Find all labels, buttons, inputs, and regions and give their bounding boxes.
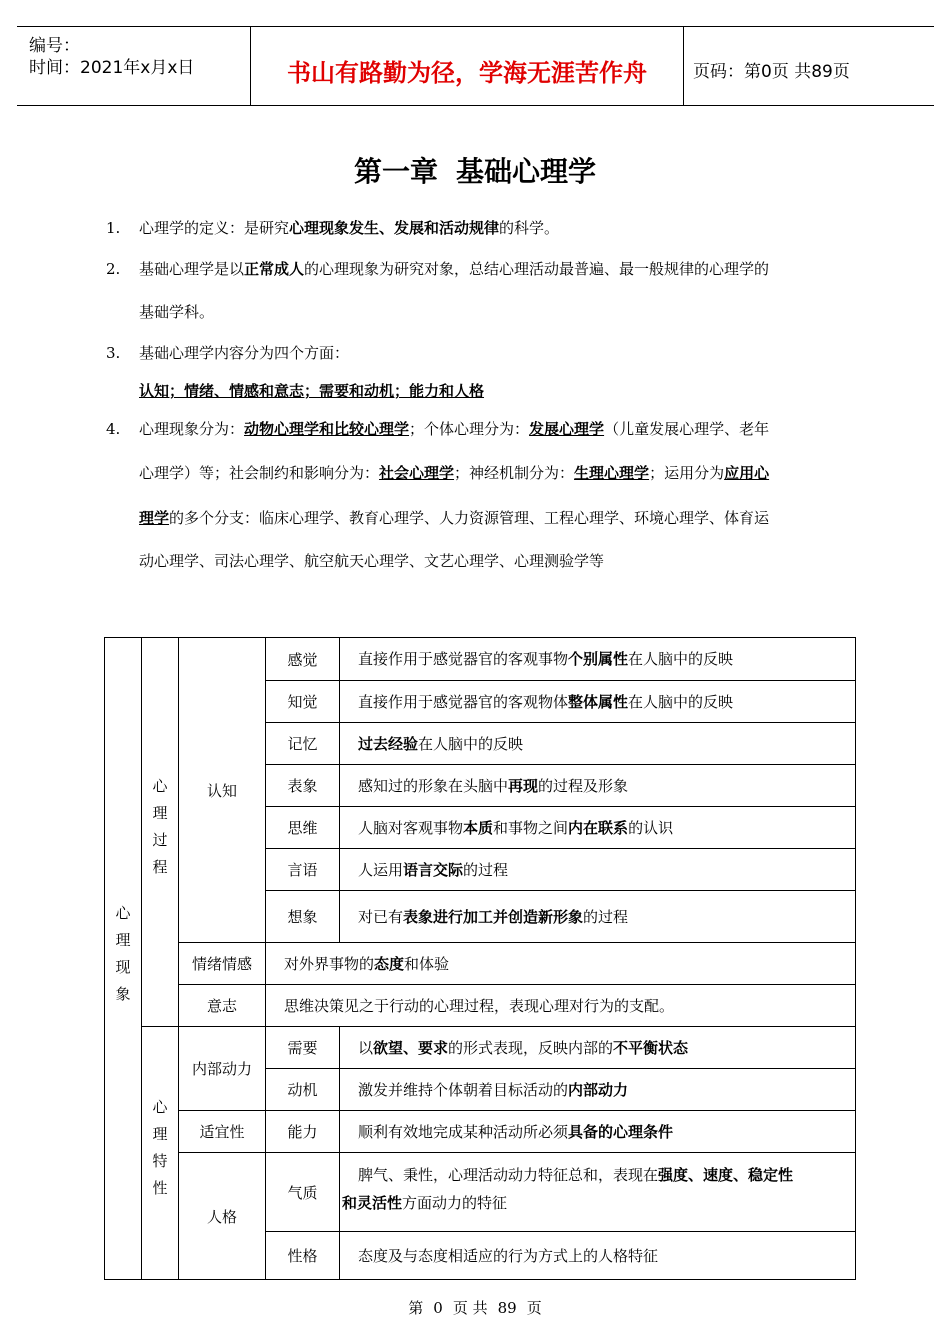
chapter-number: 第一章 [353,155,438,188]
header-time-label: 时间：2021年x月x日 [29,58,195,78]
table-term-cell: 动机 [265,1068,340,1111]
table-term-cell: 思维 [265,806,340,849]
item-2-line: 基础心理学是以正常成人的心理现象为研究对象，总结心理活动最普遍、最一般规律的心理学的 [139,260,770,278]
table-term-cell: 感觉 [265,637,340,681]
table-term-cell: 知觉 [265,680,340,723]
item-4-line: 动心理学、司法心理学、航空航天心理学、文艺心理学、心理测验学等 [139,552,605,570]
chapter-title [0,150,950,190]
header-motto: 书山有路勤为径，学海无涯苦作舟 [287,59,647,87]
table-def-cell: 思维决策见之于行动的心理过程，表现心理对行为的支配。 [265,984,856,1027]
table-group-cell: 适宜性 [178,1110,266,1153]
item-3-line: 基础心理学内容分为四个方面： [139,344,350,362]
table-def-cell: 感知过的形象在头脑中 再现 的过程及形象 [339,764,856,807]
header-page-label: 页码：第0页 共89页 [693,62,850,82]
table-term-cell: 表象 [265,764,340,807]
table-group-cell: 意志 [178,984,266,1027]
table-term-cell: 记忆 [265,722,340,765]
item-number: 2. [106,260,121,278]
item-number: 4. [106,420,121,438]
header-divider [683,27,684,105]
table-term-cell: 性格 [265,1231,340,1280]
item-number: 3. [106,344,121,362]
table-term-cell: 需要 [265,1026,340,1069]
table-def-cell: 过去经验 在人脑中的反映 [339,722,856,765]
table-def-cell: 激发并维持个体朝着目标活动的 内部动力 [339,1068,856,1111]
table-def-cell: 顺利有效地完成某种活动所必须 具备的心理条件 [339,1110,856,1153]
table-def-cell: 对外界事物的 态度 和体验 [265,942,856,985]
table-def-cell: 对已有 表象进行加工并创造新形象 的过程 [339,890,856,943]
table-group-cell: 情绪情感 [178,942,266,985]
page-header [17,26,934,106]
table-group-cell: 人格 [178,1152,266,1280]
table-def-cell: 脾气、秉性，心理活动动力特征总和，表现在强度、速度、稳定性 和灵活性方面动力的特征 [339,1152,856,1232]
item-4-line: 心理学）等；社会制约和影响分为：社会心理学；神经机制分为：生理心理学；运用分为应用心 [139,464,770,482]
table-term-cell: 能力 [265,1110,340,1153]
table-def-cell: 以 欲望、要求 的形式表现，反映内部的 不平衡状态 [339,1026,856,1069]
table-def-cell: 人脑对客观事物 本质 和事物之间 内在联系 的认识 [339,806,856,849]
table-traits-cell: 心理特性 [141,1026,179,1280]
table-def-cell: 人运用 语言交际 的过程 [339,848,856,891]
table-process-cell: 心理过程 [141,637,179,1027]
item-4-line: 理学的多个分支：临床心理学、教育心理学、人力资源管理、工程心理学、环境心理学、体育运 [139,509,770,527]
item-4-line: 心理现象分为：动物心理学和比较心理学；个体心理分为：发展心理学（儿童发展心理学、老年 [139,420,770,438]
page-footer: 第 0 页 共 89 页 [408,1299,542,1317]
table-term-cell: 言语 [265,848,340,891]
table-def-cell: 直接作用于感觉器官的客观事物 个别属性 在人脑中的反映 [339,637,856,681]
chapter-name: 基础心理学 [456,155,597,188]
table-def-cell: 直接作用于感觉器官的客观物体 整体属性 在人脑中的反映 [339,680,856,723]
header-number-label: 编号： [29,36,80,56]
table-def-cell: 态度及与态度相适应的行为方式上的人格特征 [339,1231,856,1280]
table-cognition-cell: 认知 [178,637,266,943]
table-group-cell: 内部动力 [178,1026,266,1111]
table-term-cell: 气质 [265,1152,340,1232]
item-1-line: 心理学的定义：是研究心理现象发生、发展和活动规律的科学。 [139,219,560,237]
item-number: 1. [106,219,121,237]
table-root-cell: 心理现象 [104,637,142,1280]
item-2-line: 基础学科。 [139,303,215,321]
table-term-cell: 想象 [265,890,340,943]
psychology-table [104,637,856,1280]
item-3-line: 认知；情绪、情感和意志；需要和动机；能力和人格 [139,382,485,400]
